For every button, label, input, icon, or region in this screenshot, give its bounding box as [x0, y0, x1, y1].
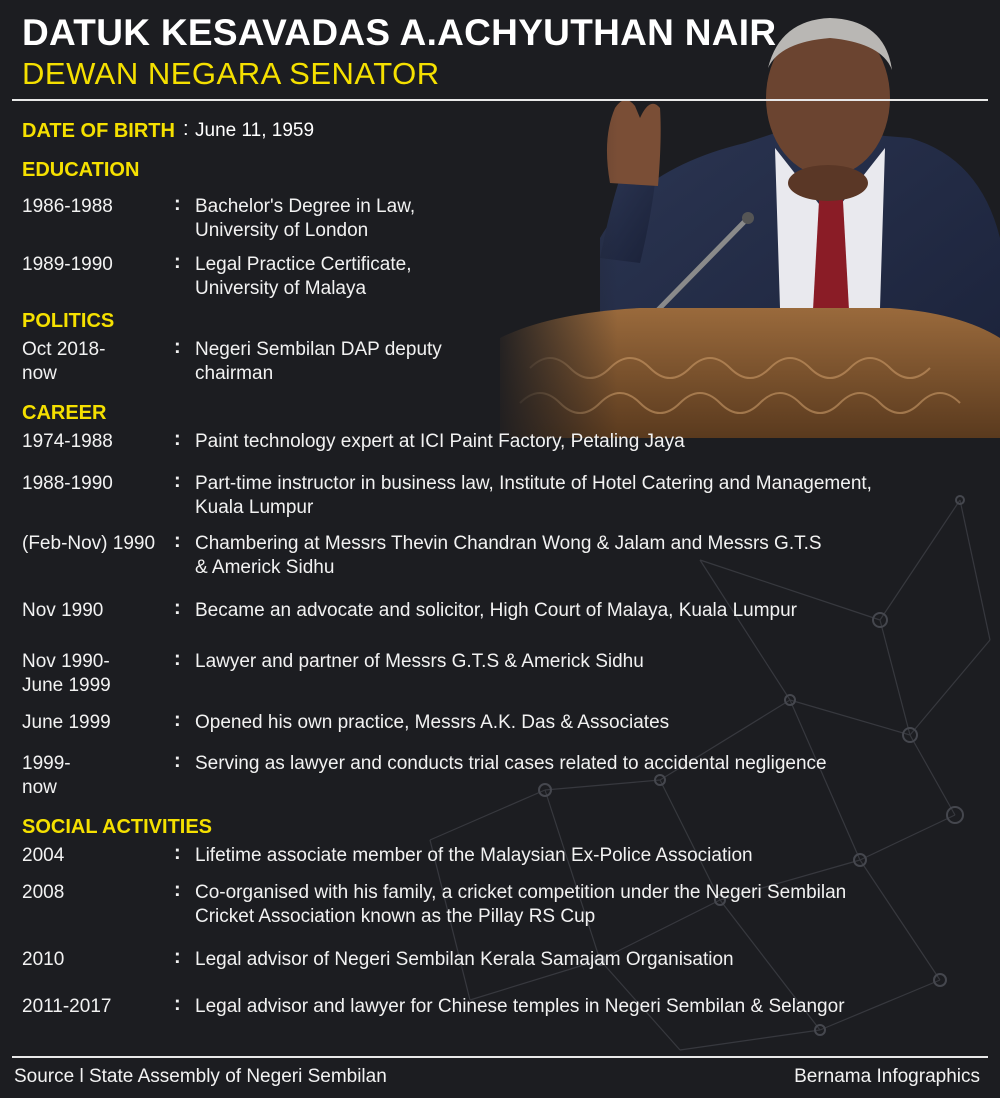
entry-colon: :	[174, 530, 181, 552]
page-title: DATUK KESAVADAS A.ACHYUTHAN NAIR	[22, 12, 777, 53]
header-divider	[12, 99, 988, 101]
entry-date: 1999- now	[22, 753, 71, 798]
entry-colon: :	[174, 842, 181, 864]
entry-desc: Part-time instructor in business law, Institute of Hotel Catering and Management, Kuala Lumpur	[195, 473, 872, 518]
entry-desc: Legal advisor of Negeri Sembilan Kerala Samajam Organisation	[195, 949, 734, 970]
entry-colon: :	[174, 251, 181, 273]
education-heading: EDUCATION	[22, 159, 140, 181]
entry-colon: :	[174, 428, 181, 450]
entry-desc: Legal advisor and lawyer for Chinese temples in Negeri Sembilan & Selangor	[195, 996, 845, 1017]
entry-desc: Opened his own practice, Messrs A.K. Das & Associates	[195, 712, 670, 733]
entry-colon: :	[174, 946, 181, 968]
entry-colon: :	[174, 709, 181, 731]
entry-desc: Legal Practice Certificate, University of Malaya	[195, 254, 412, 299]
entry-date: (Feb-Nov) 1990	[22, 533, 156, 554]
footer-divider	[12, 1056, 988, 1058]
dob-colon: :	[183, 118, 189, 140]
politics-heading: POLITICS	[22, 310, 115, 332]
entry-date: 2004	[22, 845, 65, 866]
dob-value: June 11, 1959	[195, 120, 315, 141]
entry-colon: :	[174, 597, 181, 619]
entry-date: 2010	[22, 949, 65, 970]
entry-date: June 1999	[22, 712, 111, 733]
entry-colon: :	[174, 750, 181, 772]
entry-date: 1986-1988	[22, 196, 113, 217]
entry-colon: :	[174, 470, 181, 492]
entry-date: 1974-1988	[22, 431, 113, 452]
entry-desc: Lawyer and partner of Messrs G.T.S & Americk Sidhu	[195, 651, 644, 672]
entry-colon: :	[174, 648, 181, 670]
entry-colon: :	[174, 993, 181, 1015]
career-heading: CAREER	[22, 402, 107, 424]
entry-colon: :	[174, 336, 181, 358]
senator-portrait	[490, 8, 1000, 438]
entry-desc: Co-organised with his family, a cricket competition under the Negeri Sembilan Cricket Association known as the Pillay RS Cup	[195, 882, 847, 927]
page-subtitle: DEWAN NEGARA SENATOR	[22, 56, 440, 91]
social-heading: SOCIAL ACTIVITIES	[22, 816, 213, 838]
entry-colon: :	[174, 879, 181, 901]
entry-date: Nov 1990- June 1999	[22, 651, 111, 696]
entry-date: Nov 1990	[22, 600, 104, 621]
publisher-credit: Bernama Infographics	[794, 1066, 980, 1087]
dob-label: DATE OF BIRTH	[22, 120, 175, 142]
entry-date: 2011-2017	[22, 996, 112, 1017]
entry-desc: Lifetime associate member of the Malaysian Ex-Police Association	[195, 845, 753, 866]
entry-desc: Negeri Sembilan DAP deputy chairman	[195, 339, 442, 384]
entry-desc: Paint technology expert at ICI Paint Factory, Petaling Jaya	[195, 431, 685, 452]
entry-date: 2008	[22, 882, 65, 903]
source-credit: Source l State Assembly of Negeri Sembilan	[14, 1066, 387, 1087]
entry-desc: Bachelor's Degree in Law, University of London	[195, 196, 416, 241]
entry-date: Oct 2018- now	[22, 339, 106, 384]
entry-colon: :	[174, 193, 181, 215]
entry-date: 1989-1990	[22, 254, 113, 275]
entry-desc: Serving as lawyer and conducts trial cases related to accidental negligence	[195, 753, 827, 774]
entry-desc: Became an advocate and solicitor, High Court of Malaya, Kuala Lumpur	[195, 600, 797, 621]
entry-date: 1988-1990	[22, 473, 113, 494]
entry-desc: Chambering at Messrs Thevin Chandran Wong & Jalam and Messrs G.T.S & Americk Sidhu	[195, 533, 822, 578]
